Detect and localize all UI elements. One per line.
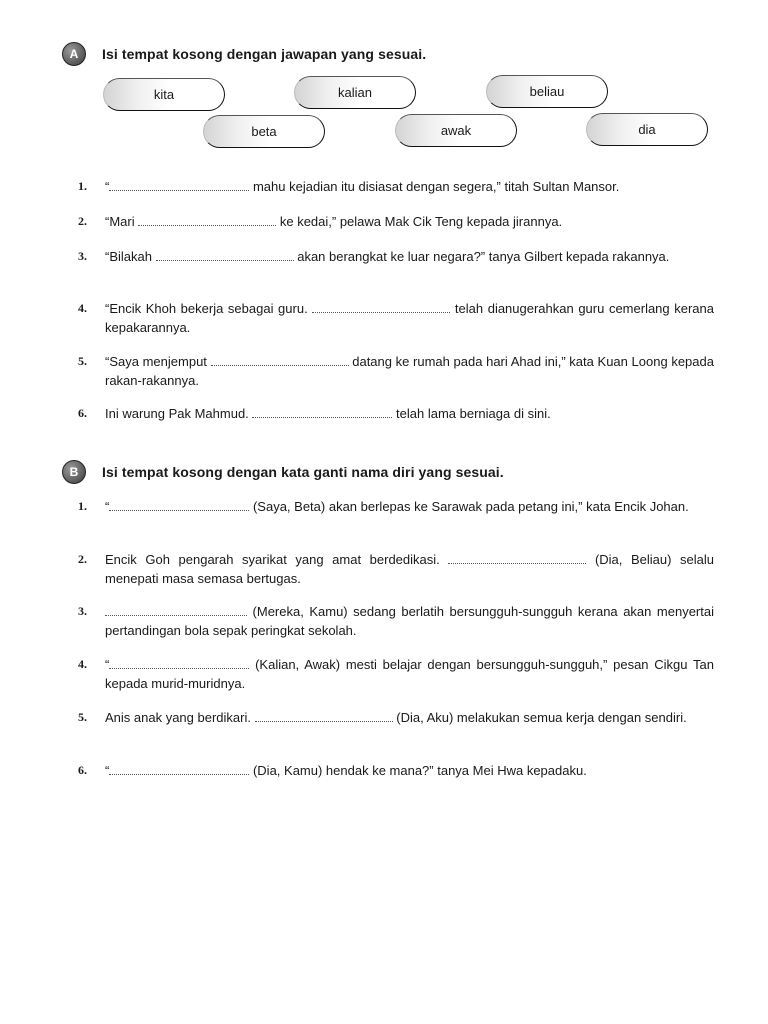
question-text-start: “Mari bbox=[105, 214, 135, 229]
question-b3 bbox=[78, 602, 714, 640]
question-a5 bbox=[78, 352, 714, 390]
question-text-start: “ bbox=[105, 499, 110, 514]
answer-blank[interactable] bbox=[312, 301, 450, 313]
question-number: 2. bbox=[78, 552, 87, 566]
question-a4 bbox=[78, 299, 714, 337]
question-text-end: telah lama berniaga di sini. bbox=[396, 406, 551, 421]
question-b5 bbox=[78, 708, 714, 727]
answer-blank[interactable] bbox=[255, 710, 393, 722]
question-number: 5. bbox=[78, 354, 87, 368]
answer-blank[interactable] bbox=[105, 604, 247, 616]
question-number: 2. bbox=[78, 214, 87, 228]
question-b1 bbox=[78, 497, 714, 516]
question-text-start: Ini warung Pak Mahmud. bbox=[105, 406, 249, 421]
question-number: 5. bbox=[78, 710, 87, 724]
answer-blank[interactable] bbox=[109, 179, 249, 191]
question-text-end: ke kedai,” pelawa Mak Cik Teng kepada jirannya. bbox=[279, 214, 563, 229]
answer-blank[interactable] bbox=[109, 657, 249, 669]
word-option: beliau bbox=[486, 75, 608, 108]
answer-blank[interactable] bbox=[109, 499, 249, 511]
question-text-end: (Dia, Aku) melakukan semua kerja dengan sendiri. bbox=[396, 710, 687, 725]
section-a-title: Isi tempat kosong dengan jawapan yang sesuai. bbox=[102, 46, 427, 62]
question-b4 bbox=[78, 655, 714, 693]
question-a6 bbox=[78, 404, 714, 423]
question-b6 bbox=[78, 761, 714, 780]
word-option: dia bbox=[586, 113, 708, 146]
question-text-end: datang ke rumah pada hari Ahad ini,” kata Kuan Loong kepada rakan-rakannya. bbox=[105, 354, 714, 388]
question-number: 3. bbox=[78, 249, 87, 263]
question-text-end: akan berangkat ke luar negara?” tanya Gilbert kepada rakannya. bbox=[297, 249, 670, 264]
question-text-start: “Bilakah bbox=[105, 249, 152, 264]
answer-blank[interactable] bbox=[252, 406, 392, 418]
question-number: 6. bbox=[78, 763, 87, 777]
answer-blank[interactable] bbox=[211, 354, 349, 366]
word-option: awak bbox=[395, 114, 517, 147]
question-b2 bbox=[78, 550, 714, 588]
question-number: 4. bbox=[78, 301, 87, 315]
question-a3 bbox=[78, 247, 714, 266]
section-a-heading bbox=[62, 42, 426, 66]
question-text-end: (Saya, Beta) akan berlepas ke Sarawak pada petang ini,” kata Encik Johan. bbox=[252, 499, 689, 514]
question-a1 bbox=[78, 177, 714, 196]
question-a2 bbox=[78, 212, 714, 231]
section-b-heading bbox=[62, 460, 504, 484]
question-text-start: “ bbox=[105, 657, 110, 672]
question-number: 4. bbox=[78, 657, 87, 671]
question-text-end: mahu kejadian itu disiasat dengan segera,” titah Sultan Mansor. bbox=[252, 179, 620, 194]
question-text-end: (Mereka, Kamu) sedang berlatih bersungguh-sungguh kerana akan menyertai pertandingan bola sepak peringkat sekolah. bbox=[105, 604, 714, 638]
question-text-end: (Dia, Beliau) selalu menepati masa semasa bertugas. bbox=[105, 552, 714, 586]
section-a-badge: A bbox=[62, 42, 86, 66]
section-b-title: Isi tempat kosong dengan kata ganti nama diri yang sesuai. bbox=[102, 464, 504, 480]
question-number: 3. bbox=[78, 604, 87, 618]
word-option: kita bbox=[103, 78, 225, 111]
answer-blank[interactable] bbox=[156, 249, 294, 261]
question-text-start: Anis anak yang berdikari. bbox=[105, 710, 251, 725]
question-number: 6. bbox=[78, 406, 87, 420]
question-number: 1. bbox=[78, 179, 87, 193]
answer-blank[interactable] bbox=[138, 214, 276, 226]
question-text-start: “Saya menjemput bbox=[105, 354, 207, 369]
word-option: kalian bbox=[294, 76, 416, 109]
question-text-end: telah dianugerahkan guru cemerlang kerana kepakarannya. bbox=[105, 301, 714, 335]
word-option: beta bbox=[203, 115, 325, 148]
question-number: 1. bbox=[78, 499, 87, 513]
question-text-start: “ bbox=[105, 763, 110, 778]
question-text-end: (Kalian, Awak) mesti belajar dengan bersungguh-sungguh,” pesan Cikgu Tan kepada murid-muridnya. bbox=[105, 657, 714, 691]
question-text-start: “Encik Khoh bekerja sebagai guru. bbox=[105, 301, 308, 316]
answer-blank[interactable] bbox=[448, 552, 586, 564]
answer-blank[interactable] bbox=[109, 763, 249, 775]
question-text-start: “ bbox=[105, 179, 110, 194]
question-text-start: Encik Goh pengarah syarikat yang amat berdedikasi. bbox=[105, 552, 440, 567]
section-b-badge: B bbox=[62, 460, 86, 484]
question-text-end: (Dia, Kamu) hendak ke mana?” tanya Mei Hwa kepadaku. bbox=[252, 763, 587, 778]
